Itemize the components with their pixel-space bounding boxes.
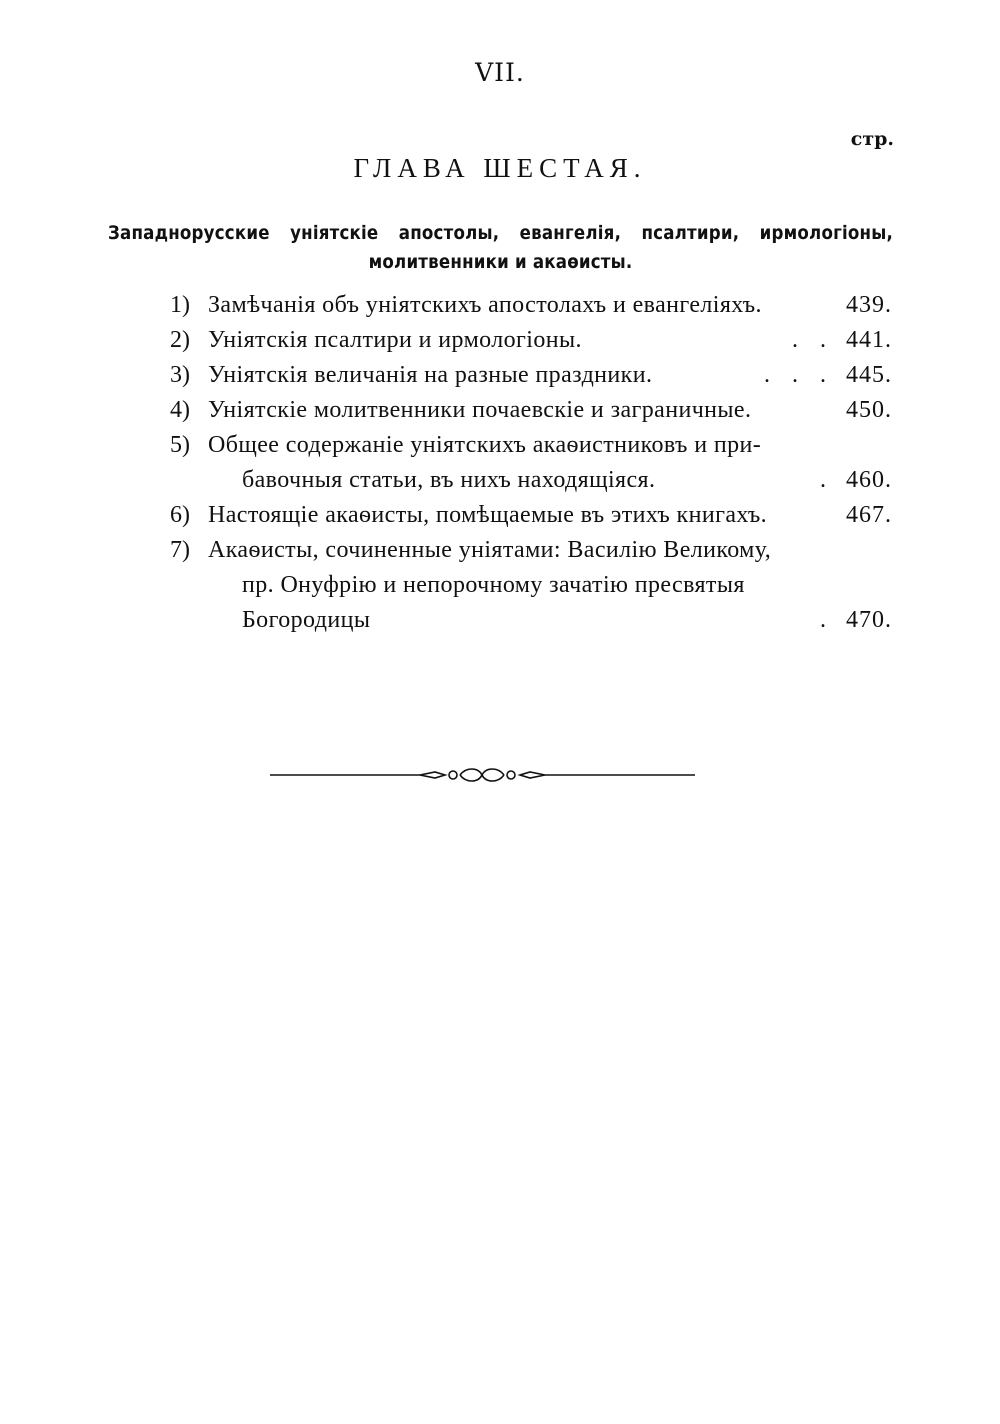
toc-entry-page: 467.: [846, 502, 892, 528]
toc-entry-page: 460.: [846, 467, 892, 493]
chapter-subtitle: Западнорусские уніятскіе апостолы, евангелія, псалтири, ирмологіоны, молитвенники и акаѳисты.: [108, 223, 893, 273]
toc-entry-number: 3): [170, 362, 190, 388]
divider-flourish-icon: [270, 763, 695, 787]
toc-entry-text: Уніятскія псалтири и ирмологіоны.: [208, 327, 582, 353]
toc-entry[interactable]: [170, 393, 892, 428]
toc-entry-number: 6): [170, 502, 190, 528]
toc-entry-number: 1): [170, 292, 190, 318]
toc-entry[interactable]: [170, 428, 892, 463]
chapter-title: ГЛАВА ШЕСТАЯ.: [353, 153, 647, 183]
toc-entry[interactable]: [170, 288, 892, 323]
toc-entry-text: Богородицы: [242, 607, 371, 633]
toc-entry-text: Уніятскія величанія на разные праздники.: [208, 362, 653, 388]
toc-entry-continuation[interactable]: [170, 603, 892, 638]
toc-entry-text: Уніятскіе молитвенники почаевскіе и заграничные.: [208, 397, 752, 423]
toc-entry-page: 445.: [846, 362, 892, 388]
toc-entry-page: 439.: [846, 292, 892, 318]
page-column-label: стр.: [850, 128, 894, 150]
toc-entry-text: бавочныя статьи, въ нихъ находящіяся.: [242, 467, 656, 493]
toc-entry-text: пр. Онуфрію и непорочному зачатію пресвятыя: [242, 572, 745, 598]
toc-entry-continuation[interactable]: [170, 568, 892, 603]
toc-entry-continuation[interactable]: [170, 463, 892, 498]
toc-leader-dots: . . .: [764, 362, 834, 388]
toc-entry-page: 470.: [846, 607, 892, 633]
toc-entry-text: Настоящіе акаѳисты, помѣщаемые въ этихъ книгахъ.: [208, 502, 768, 528]
table-of-contents: [170, 288, 892, 638]
toc-entry-number: 2): [170, 327, 190, 353]
toc-entry[interactable]: [170, 323, 892, 358]
toc-leader-dots: . .: [792, 327, 834, 353]
toc-entry[interactable]: [170, 358, 892, 393]
toc-entry-page: 450.: [846, 397, 892, 423]
toc-entry-number: 7): [170, 537, 190, 563]
toc-leader-dots: .: [820, 467, 834, 493]
toc-entry-number: 5): [170, 432, 190, 458]
page-number: VII.: [475, 58, 525, 87]
toc-entry-text: Акаѳисты, сочиненные уніятами: Василію Великому,: [208, 537, 772, 563]
toc-leader-dots: .: [820, 607, 834, 633]
toc-entry-number: 4): [170, 397, 190, 423]
toc-entry[interactable]: [170, 498, 892, 533]
toc-entry-page: 441.: [846, 327, 892, 353]
toc-entry-text: Замѣчанія объ уніятскихъ апостолахъ и евангеліяхъ.: [208, 292, 762, 318]
toc-entry[interactable]: [170, 533, 892, 568]
toc-entry-text: Общее содержаніе уніятскихъ акаѳистниковъ и при-: [208, 432, 762, 458]
